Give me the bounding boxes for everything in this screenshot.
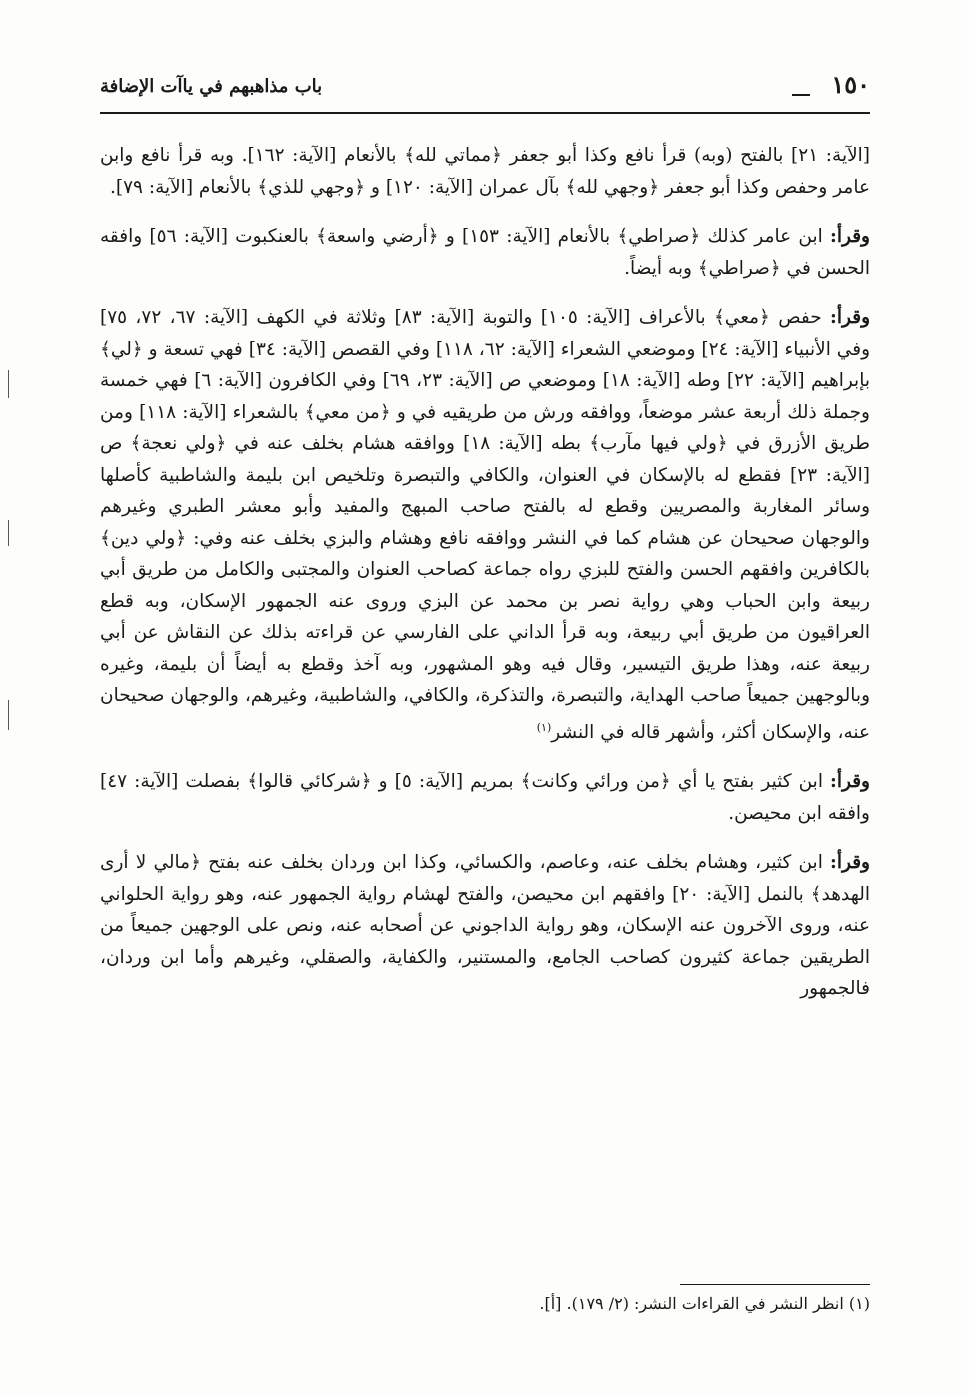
paragraph — [100, 847, 870, 1005]
paragraph — [100, 140, 870, 203]
running-title: باب مذاهبهم في ياآت الإضافة — [100, 76, 323, 97]
scan-margin-mark — [8, 520, 9, 546]
paragraph-text: ابن كثير، وهشام بخلف عنه، وعاصم، والكسائي، وكذا ابن وردان بخلف عنه بفتح ﴿مالي لا أرى الهدهد﴾ بالنمل [الآية: ٢٠] وافقهم ابن محيصن، والفتح لهشام رواية الجمهور عنه، وهو رواية الحلواني عنه، وروى الآخرون عنه الإسكان، وهو رواية الداجوني عن أصحابه عنه، ونص على الوجهين جميعاً من الطريقين جماعة كثيرون كصاحب الجامع، والمستنير، والكفاية، والصقلي، وغيرهم وأما ابن وردان، فالجمهور — [100, 852, 870, 1000]
header-dash — [792, 94, 810, 96]
paragraph-text: حفص ﴿معي﴾ بالأعراف [الآية: ١٠٥] والتوبة [الآية: ٨٣] وثلاثة في الكهف [الآية: ٦٧، ٧٢، ٧٥] وفي الأنبياء [الآية: ٢٤] وموضعي الشعراء [الآية: ٦٢، ١١٨] وفي القصص [الآية: ٣٤] فهي تسعة و ﴿لي﴾ بإبراهيم [الآية: ٢٢] وطه [الآية: ١٨] وموضعي ص [الآية: ٢٣، ٦٩] وفي الكافرون [الآية: ٦] فهي خمسة وجملة ذلك أربعة عشر موضعاً، ووافقه ورش من طريقيه في و ﴿من معي﴾ بالشعراء [الآية: ١١٨] ومن طريق الأزرق في ﴿ولي فيها مآرب﴾ بطه [الآية: ١٨] ووافقه هشام بخلف عنه في ﴿ولي نعجة﴾ ص [الآية: ٢٣] فقطع له بالإسكان في العنوان، والكافي والتبصرة وتلخيص ابن بليمة والشاطبية كأصلها وسائر المغاربة والمصريين وقطع له بالفتح صاحب المبهج والمفيد وأبو معشر الطبري وغيرهم والوجهان صحيحان عن هشام كما في النشر ووافقه نافع وهشام والبزي بخلف عنه وفي: ﴿ولي دين﴾ بالكافرين وافقهم الحسن والفتح للبزي رواه جماعة كصاحب العنوان والمجتبى والكامل من طريق أبي ربيعة وابن الحباب وهي رواية نصر بن محمد عن البزي وروى عنه الجمهور الإسكان، وبه قطع العراقيون من طريق أبي ربيعة، وبه قرأ الداني على الفارسي عن قراءته بذلك عن النقاش عن أبي ربيعة عنه، وهذا طريق التيسير، وقال فيه وهو المشهور، وبه آخذ وقطع به أيضاً أن بليمة، وغيره وبالوجهين جميعاً صاحب الهداية، والتبصرة، والتذكرة، والكافي، والشاطبية، وغيرهم، والوجهان صحيحان عنه، والإسكان أكثر، وأشهر قاله في النشر — [100, 307, 871, 743]
paragraph-lead: وقرأ: — [830, 226, 870, 247]
paragraph-lead: وقرأ: — [830, 852, 870, 874]
footnote: (١) انظر النشر في القراءات النشر: (٢/ ١٧٩). [أ]. — [539, 1294, 870, 1313]
paragraph-lead: وقرأ: — [830, 307, 871, 328]
paragraph-text: ابن عامر كذلك ﴿صراطي﴾ بالأنعام [الآية: ١٥٣] و ﴿أرضي واسعة﴾ بالعنكبوت [الآية: ٥٦] وافقه الحسن في ﴿صراطي﴾ وبه أيضاً. — [100, 226, 870, 279]
paragraph — [100, 221, 870, 284]
header-rule — [100, 112, 870, 114]
paragraph — [100, 302, 870, 748]
page-header — [100, 70, 870, 110]
scan-margin-mark — [8, 370, 9, 398]
paragraph-text: [الآية: ٢١] بالفتح (وبه) قرأ نافع وكذا أبو جعفر ﴿مماتي لله﴾ بالأنعام [الآية: ١٦٢]. وبه قرأ نافع وابن عامر وحفص وكذا أبو جعفر ﴿وجهي لله﴾ بآل عمران [الآية: ١٢٠] و ﴿وجهي للذي﴾ بالأنعام [الآية: ٧٩]. — [100, 145, 871, 198]
body-text — [100, 140, 870, 1023]
footnote-rule — [680, 1284, 870, 1285]
footnote-reference[interactable]: (١) — [536, 720, 552, 734]
paragraph — [100, 766, 870, 829]
paragraph-lead: وقرأ: — [830, 771, 870, 793]
page-number: ١٥٠ — [831, 70, 870, 99]
scan-margin-mark — [8, 700, 9, 730]
paragraph-text: ابن كثير بفتح يا أي ﴿من ورائي وكانت﴾ بمريم [الآية: ٥] و ﴿شركائي قالوا﴾ بفصلت [الآية: ٤٧] وافقه ابن محيصن. — [100, 771, 870, 824]
